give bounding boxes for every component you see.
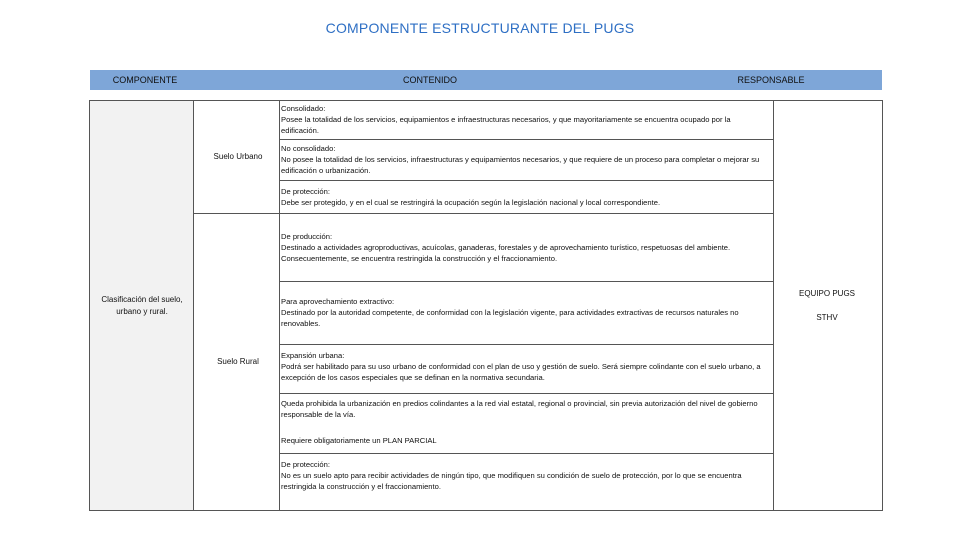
item-title: Expansión urbana:	[281, 351, 345, 360]
urbano-label: Suelo Urbano	[213, 152, 263, 161]
item-body: Podrá ser habilitado para su uso urbano de conformidad con el plan de uso y gestión de suelo. Será siempre colindante con el suelo urbano, a excepción de los casos especiales que se definan en la normativa secundaria.	[281, 362, 761, 382]
rural-label: Suelo Rural	[217, 357, 259, 366]
responsable-sthv: STHV	[816, 313, 838, 322]
rural-plan-parcial	[281, 435, 769, 446]
row-divider	[279, 344, 773, 345]
row-divider	[279, 139, 773, 140]
rural-proteccion	[281, 459, 769, 492]
urbano-proteccion	[281, 186, 769, 208]
item-title: Para aprovechamiento extractivo:	[281, 297, 395, 306]
row-divider	[279, 180, 773, 181]
item-title: De protección:	[281, 460, 330, 469]
header-responsable: RESPONSABLE	[660, 70, 882, 90]
item-body: Posee la totalidad de los servicios, equipamientos e infraestructuras necesarios, y que mayoritariamente se encuentra ocupado por la edificación.	[281, 115, 731, 135]
item-body: Queda prohibida la urbanización en predios colindantes a la red vial estatal, regional o provincial, sin previa autorización del nivel de gobierno responsable de la vía.	[281, 399, 758, 419]
item-title: De protección:	[281, 187, 330, 196]
urbano-consolidado	[281, 103, 769, 136]
item-title: Consolidado:	[281, 104, 326, 113]
item-body: Destinado a actividades agroproductivas, acuícolas, ganaderas, forestales y de aprovechamiento turístico, respetuosas del ambiente. Consecuentemente, se encuentra restringida la construcción y el fraccionamiento.	[281, 243, 731, 263]
rural-expansion	[281, 350, 769, 383]
divider-componente	[193, 101, 194, 510]
rural-prohibicion	[281, 398, 769, 420]
item-body: No posee la totalidad de los servicios, infraestructuras y equipamientos necesarios, y que requiere de un proceso para completar o mejorar su edificación o urbanización.	[281, 155, 760, 175]
row-divider	[279, 453, 773, 454]
item-title: De producción:	[281, 232, 333, 241]
item-body: Requiere obligatoriamente un PLAN PARCIAL	[281, 436, 437, 445]
row-divider	[279, 393, 773, 394]
rural-extractivo	[281, 296, 769, 329]
urbano-no-consolidado	[281, 143, 769, 176]
item-body: Destinado por la autoridad competente, de conformidad con la legislación vigente, para actividades extractivas de recursos naturales no renovables.	[281, 308, 739, 328]
item-body: No es un suelo apto para recibir actividades de ningún tipo, que modifiquen su condición de suelo de protección, por lo que se encuentra restringida la construcción y el fraccionamiento.	[281, 471, 742, 491]
item-body: Debe ser protegido, y en el cual se restringirá la ocupación según la legislación nacional y local correspondiente.	[281, 198, 661, 207]
rural-produccion	[281, 231, 769, 264]
divider-urbano-rural	[193, 213, 279, 214]
responsable-equipo: EQUIPO PUGS	[798, 289, 855, 298]
row-divider	[279, 213, 773, 214]
row-divider	[279, 281, 773, 282]
page-title: COMPONENTE ESTRUCTURANTE DEL PUGS	[325, 20, 635, 36]
componente-label: Clasificación del suelo, urbano y rural.	[101, 295, 183, 316]
header-componente: COMPONENTE	[90, 70, 200, 90]
item-title: No consolidado:	[281, 144, 336, 153]
header-contenido: CONTENIDO	[200, 70, 660, 90]
